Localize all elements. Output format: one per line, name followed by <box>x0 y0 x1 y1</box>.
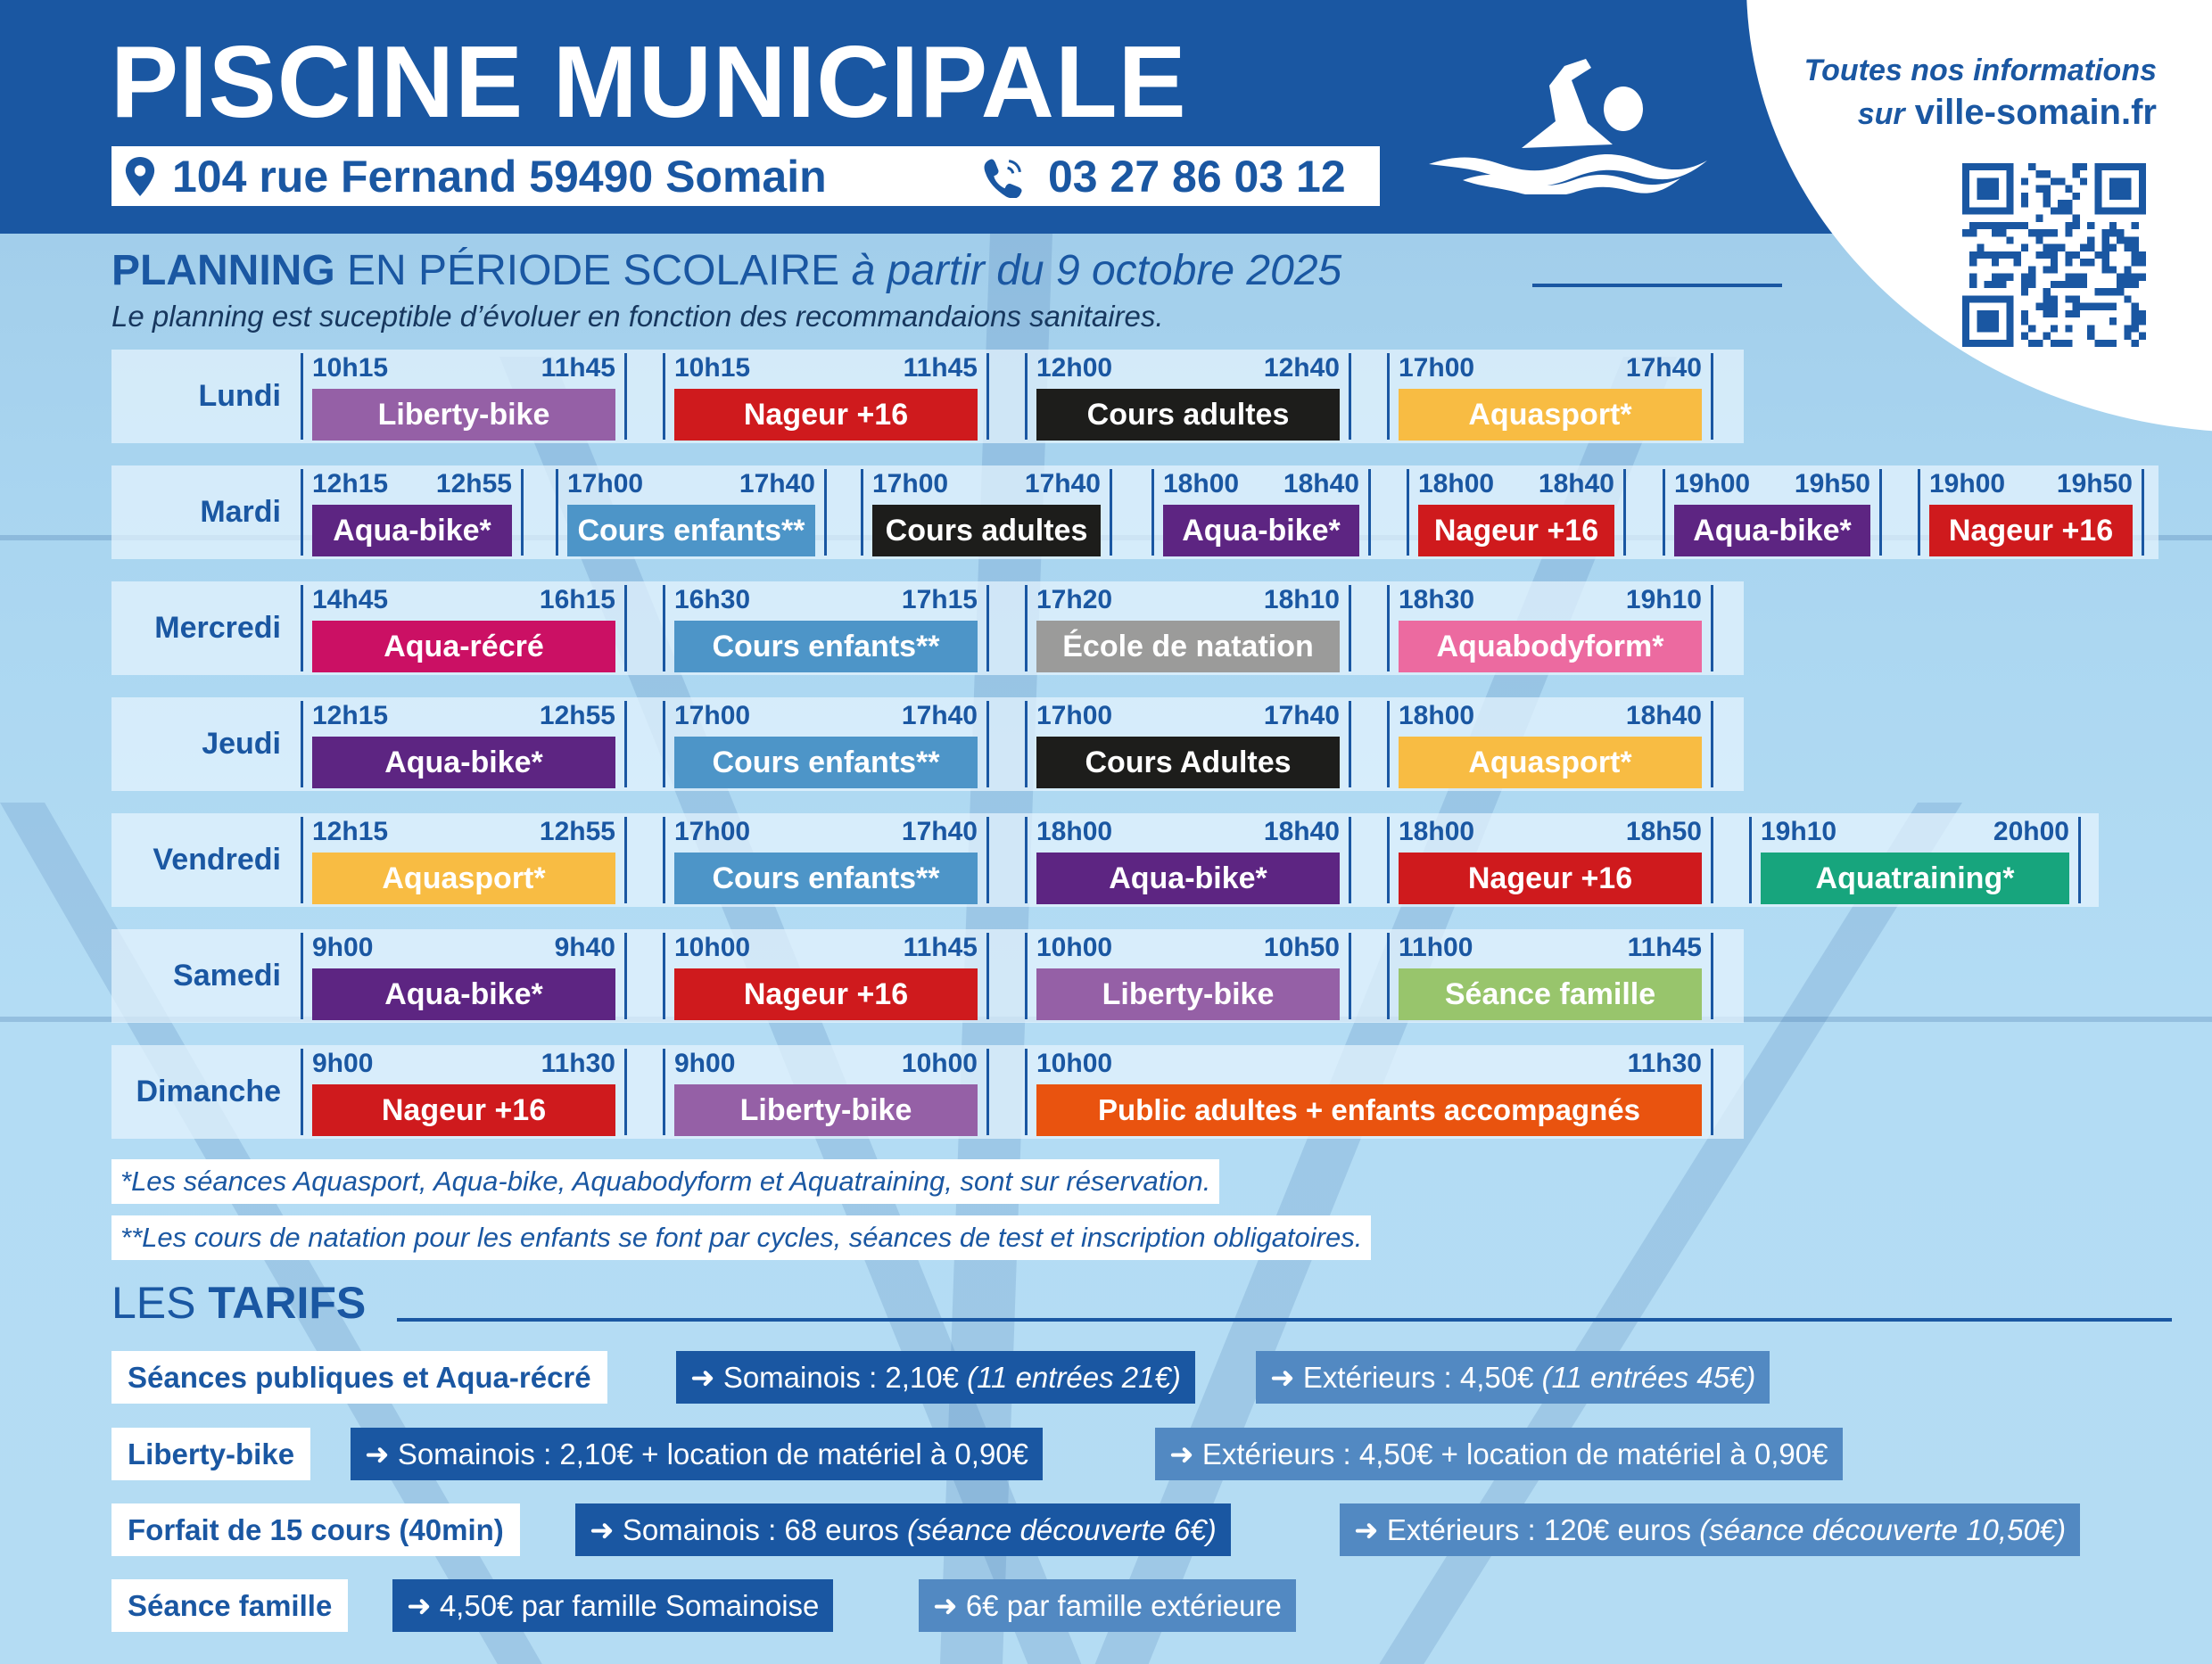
end-time: 11h30 <box>1627 1049 1702 1078</box>
start-time: 10h15 <box>674 353 751 383</box>
tarif-somainois-extra: (séance découverte 6€) <box>907 1513 1217 1546</box>
tarif-exterieurs <box>1256 1351 1770 1404</box>
start-time: 19h00 <box>1929 469 2006 498</box>
session-slot <box>1749 817 2081 903</box>
schedule-row-lundi <box>111 350 1744 443</box>
start-time: 9h00 <box>312 933 374 962</box>
activity-label: Aqua-bike* <box>312 968 615 1020</box>
end-time: 16h15 <box>539 585 615 614</box>
activity-label: Aqua-bike* <box>1036 853 1340 904</box>
activity-label: Nageur +16 <box>1929 505 2133 556</box>
end-time: 17h40 <box>901 817 978 846</box>
schedule-row-dimanche <box>111 1045 1744 1139</box>
activity-label: Cours enfants** <box>674 853 978 904</box>
schedule-row-samedi <box>111 929 1744 1023</box>
day-label: Dimanche <box>136 1075 281 1108</box>
start-time: 18h00 <box>1399 817 1475 846</box>
activity-label: Aqua-bike* <box>1163 505 1359 556</box>
activity-label: Nageur +16 <box>1399 853 1702 904</box>
contact-box <box>111 146 1380 206</box>
activity-label: Aqua-bike* <box>312 737 615 788</box>
schedule-row-mardi <box>111 465 2158 559</box>
session-slot <box>1387 353 1713 440</box>
tarif-exterieurs <box>1340 1503 2080 1556</box>
activity-label: Aquasport* <box>312 853 615 904</box>
start-time: 17h00 <box>1399 353 1475 383</box>
schedule-row-mercredi <box>111 581 1744 675</box>
phone-number[interactable]: 03 27 86 03 12 <box>1048 152 1346 202</box>
start-time: 9h00 <box>312 1049 374 1078</box>
activity-label: Cours enfants** <box>674 621 978 672</box>
start-time: 18h30 <box>1399 585 1475 614</box>
session-slot <box>301 933 627 1019</box>
activity-label: Cours Adultes <box>1036 737 1340 788</box>
info-website <box>1858 93 2157 133</box>
start-time: 19h10 <box>1761 817 1837 846</box>
session-slot <box>301 585 627 671</box>
session-slot <box>1663 469 1882 556</box>
end-time: 19h50 <box>2056 469 2133 498</box>
session-slot <box>663 817 989 903</box>
info-text: Toutes nos informations <box>1803 54 2157 87</box>
end-time: 10h50 <box>1263 933 1340 962</box>
start-time: 18h00 <box>1036 817 1113 846</box>
session-slot <box>301 701 627 787</box>
activity-label: Cours adultes <box>872 505 1101 556</box>
heading-rule <box>397 1318 2172 1322</box>
session-slot <box>301 1049 627 1135</box>
activity-label: Cours adultes <box>1036 389 1340 441</box>
day-label: Samedi <box>173 959 281 993</box>
start-time: 10h15 <box>312 353 389 383</box>
end-time: 11h30 <box>541 1049 615 1078</box>
schedule-row-vendredi <box>111 813 2099 907</box>
tarif-somainois-text: ➜ Somainois : 2,10€ <box>690 1361 959 1394</box>
session-slot <box>861 469 1112 556</box>
end-time: 10h00 <box>901 1049 978 1078</box>
tarif-somainois-text: ➜ 4,50€ par famille Somainoise <box>407 1589 820 1622</box>
session-slot <box>1025 701 1351 787</box>
session-slot <box>663 1049 989 1135</box>
session-slot <box>1387 933 1713 1019</box>
qr-code[interactable] <box>1962 163 2146 347</box>
end-time: 18h40 <box>1263 817 1340 846</box>
end-time: 9h40 <box>554 933 615 962</box>
activity-label: Liberty-bike <box>1036 968 1340 1020</box>
session-slot <box>1387 701 1713 787</box>
end-time: 18h10 <box>1263 585 1340 614</box>
schedule-row-jeudi <box>111 697 1744 791</box>
start-time: 17h00 <box>674 701 751 730</box>
tarif-exterieurs <box>919 1579 1296 1632</box>
tarif-somainois-extra: (11 entrées 21€) <box>967 1361 1181 1394</box>
session-slot <box>663 585 989 671</box>
activity-label: Aquasport* <box>1399 737 1702 788</box>
activity-label: Cours enfants** <box>674 737 978 788</box>
tarif-exterieurs-text: ➜ Extérieurs : 120€ euros <box>1354 1513 1692 1546</box>
end-time: 11h45 <box>541 353 615 383</box>
planning-heading <box>111 248 1341 295</box>
start-time: 17h00 <box>872 469 949 498</box>
day-label: Lundi <box>198 379 281 413</box>
planning-subtitle: Le planning est suceptible d’évoluer en fonction des recommandaions sanitaires. <box>111 300 1164 333</box>
start-time: 10h00 <box>674 933 751 962</box>
end-time: 11h45 <box>1627 933 1702 962</box>
day-label: Vendredi <box>153 843 281 877</box>
session-slot <box>556 469 827 556</box>
tarifs-heading-bold: TARIFS <box>208 1278 367 1328</box>
end-time: 17h40 <box>1024 469 1101 498</box>
end-time: 18h50 <box>1625 817 1702 846</box>
end-time: 18h40 <box>1625 701 1702 730</box>
start-time: 17h00 <box>567 469 644 498</box>
session-slot <box>1025 817 1351 903</box>
tarif-somainois-text: ➜ Somainois : 2,10€ + location de matériel à 0,90€ <box>365 1437 1029 1470</box>
activity-label: Liberty-bike <box>674 1084 978 1136</box>
start-time: 11h00 <box>1399 933 1473 962</box>
end-time: 18h40 <box>1538 469 1614 498</box>
tarif-label: Forfait de 15 cours (40min) <box>111 1503 520 1556</box>
tarif-label: Séances publiques et Aqua-récré <box>111 1351 607 1404</box>
tarif-exterieurs-text: ➜ 6€ par famille extérieure <box>933 1589 1282 1622</box>
end-time: 18h40 <box>1283 469 1359 498</box>
day-label: Jeudi <box>202 727 281 761</box>
start-time: 17h00 <box>674 817 751 846</box>
session-slot <box>301 353 627 440</box>
start-time: 18h00 <box>1399 701 1475 730</box>
end-time: 17h40 <box>1625 353 1702 383</box>
tarif-somainois-text: ➜ Somainois : 68 euros <box>590 1513 899 1546</box>
end-time: 17h40 <box>901 701 978 730</box>
page-title: PISCINE MUNICIPALE <box>111 26 1187 139</box>
map-pin-icon <box>124 157 156 196</box>
heading-rule <box>1532 284 1782 287</box>
day-label: Mardi <box>200 495 281 529</box>
session-slot <box>1025 585 1351 671</box>
planning-heading-bold: PLANNING <box>111 247 335 294</box>
tarif-exterieurs-extra: (séance découverte 10,50€) <box>1699 1513 2067 1546</box>
start-time: 12h15 <box>312 701 389 730</box>
tarif-exterieurs-text: ➜ Extérieurs : 4,50€ + location de matériel à 0,90€ <box>1169 1437 1828 1470</box>
end-time: 19h50 <box>1794 469 1870 498</box>
start-time: 12h15 <box>312 469 389 498</box>
planning-heading-regular: EN PÉRIODE SCOLAIRE <box>347 247 840 294</box>
session-slot <box>1151 469 1371 556</box>
session-slot <box>1387 585 1713 671</box>
tarif-somainois <box>351 1428 1043 1480</box>
end-time: 17h40 <box>739 469 815 498</box>
activity-label: Nageur +16 <box>674 389 978 441</box>
end-time: 17h15 <box>901 585 978 614</box>
activity-label: Cours enfants** <box>567 505 815 556</box>
session-slot <box>1918 469 2144 556</box>
session-slot <box>663 933 989 1019</box>
session-slot <box>1407 469 1626 556</box>
tarifs-heading <box>111 1277 366 1329</box>
website-link[interactable]: ville-somain.fr <box>1914 93 2157 132</box>
tarif-label: Séance famille <box>111 1579 348 1632</box>
tarif-label: Liberty-bike <box>111 1428 310 1480</box>
activity-label: Liberty-bike <box>312 389 615 441</box>
end-time: 12h55 <box>539 701 615 730</box>
end-time: 12h55 <box>539 817 615 846</box>
address: 104 rue Fernand 59490 Somain <box>172 152 827 202</box>
end-time: 12h40 <box>1263 353 1340 383</box>
session-slot <box>1025 1049 1713 1135</box>
start-time: 12h15 <box>312 817 389 846</box>
phone-icon <box>981 157 1026 198</box>
activity-label: Aquabodyform* <box>1399 621 1702 672</box>
session-slot <box>663 701 989 787</box>
activity-label: Public adultes + enfants accompagnés <box>1036 1084 1702 1136</box>
start-time: 9h00 <box>674 1049 736 1078</box>
tarif-somainois <box>676 1351 1195 1404</box>
start-time: 18h00 <box>1418 469 1495 498</box>
tarif-exterieurs-extra: (11 entrées 45€) <box>1541 1361 1756 1394</box>
activity-label: Aquasport* <box>1399 389 1702 441</box>
end-time: 11h45 <box>903 353 978 383</box>
tarif-somainois <box>392 1579 833 1632</box>
session-slot <box>301 469 524 556</box>
start-time: 16h30 <box>674 585 751 614</box>
tarifs-heading-regular: LES <box>111 1278 196 1328</box>
session-slot <box>663 353 989 440</box>
footnote-cycles: **Les cours de natation pour les enfants se font par cycles, séances de test et inscription obligatoires. <box>111 1215 1371 1260</box>
activity-label: École de natation <box>1036 621 1340 672</box>
end-time: 19h10 <box>1625 585 1702 614</box>
activity-label: Nageur +16 <box>312 1084 615 1136</box>
start-time: 18h00 <box>1163 469 1240 498</box>
activity-label: Nageur +16 <box>674 968 978 1020</box>
activity-label: Aqua-bike* <box>1674 505 1870 556</box>
start-time: 10h00 <box>1036 1049 1113 1078</box>
footnote-reservation: *Les séances Aquasport, Aqua-bike, Aquabodyform et Aquatraining, sont sur réservation. <box>111 1159 1219 1204</box>
tarif-exterieurs <box>1155 1428 1843 1480</box>
session-slot <box>1025 933 1351 1019</box>
start-time: 19h00 <box>1674 469 1751 498</box>
planning-heading-date: à partir du 9 octobre 2025 <box>851 247 1342 294</box>
start-time: 17h20 <box>1036 585 1113 614</box>
session-slot <box>1387 817 1713 903</box>
day-label: Mercredi <box>154 611 281 645</box>
activity-label: Aqua-bike* <box>312 505 512 556</box>
start-time: 12h00 <box>1036 353 1113 383</box>
tarif-somainois <box>575 1503 1231 1556</box>
tarif-exterieurs-text: ➜ Extérieurs : 4,50€ <box>1270 1361 1534 1394</box>
session-slot <box>1025 353 1351 440</box>
info-sur: sur <box>1857 97 1905 131</box>
session-slot <box>301 817 627 903</box>
activity-label: Séance famille <box>1399 968 1702 1020</box>
start-time: 17h00 <box>1036 701 1113 730</box>
activity-label: Aqua-récré <box>312 621 615 672</box>
end-time: 20h00 <box>1993 817 2069 846</box>
end-time: 17h40 <box>1263 701 1340 730</box>
end-time: 11h45 <box>903 933 978 962</box>
start-time: 14h45 <box>312 585 389 614</box>
end-time: 12h55 <box>435 469 512 498</box>
swimmer-icon <box>1429 59 1707 194</box>
start-time: 10h00 <box>1036 933 1113 962</box>
activity-label: Aquatraining* <box>1761 853 2069 904</box>
activity-label: Nageur +16 <box>1418 505 1614 556</box>
